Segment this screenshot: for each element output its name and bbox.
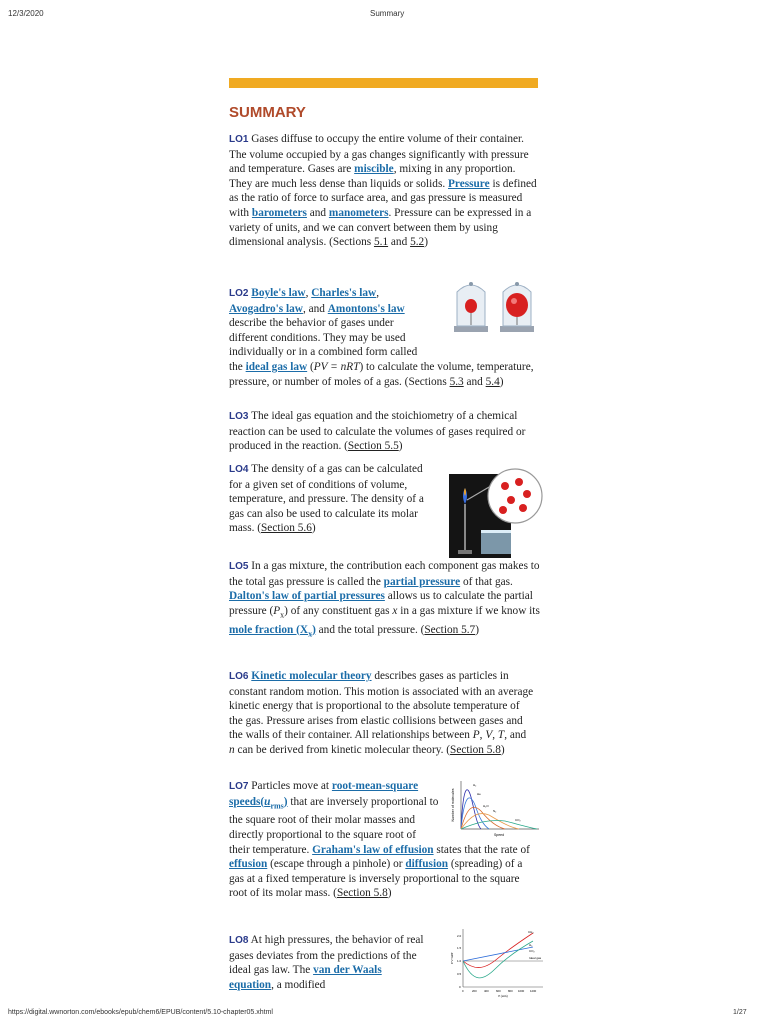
lo8-curve-label: Ideal gas bbox=[529, 956, 542, 960]
lo8-curve-label: CH₄ bbox=[528, 930, 534, 934]
lo3-paragraph: LO3 The ideal gas equation and the stoichiometry of a chemical reaction can be used to calculate the volumes of gases required or produced in the reaction. (Section 5.5) bbox=[229, 410, 526, 453]
footer-url: https://digital.wwnorton.com/ebooks/epub/chem6/EPUB/content/5.10-chapter05.xhtml bbox=[8, 1009, 273, 1016]
lo3-tag: LO3 bbox=[229, 411, 249, 422]
lo8-x-tick: 1000 bbox=[518, 989, 525, 993]
lo8-x-tick: 1200 bbox=[530, 989, 537, 993]
lo8-x-axis-label: P (atm) bbox=[498, 994, 508, 998]
compressibility-graph bbox=[449, 925, 546, 999]
link-miscible[interactable]: miscible bbox=[354, 163, 394, 176]
link-section-5-5[interactable]: Section 5.5 bbox=[347, 440, 399, 453]
lo7-curve-label: He bbox=[477, 792, 481, 796]
link-diffusion[interactable]: diffusion bbox=[405, 858, 449, 871]
lo8-curve-label: CO₂ bbox=[529, 949, 535, 953]
lo7-curve-label: H₂ bbox=[473, 783, 477, 787]
header-date: 12/3/2020 bbox=[8, 9, 44, 18]
lo1-paragraph: LO1 Gases diffuse to occupy the entire volume of their container. The volume occupied by a gas changes significantly with pressure and temperature. Gases are miscible, mixing in any proportion. They are much less dense than liquids or solids. Pressure is defined as the ratio of force to surface area, and gas pressure is measured with barometers and manometers. Pressure can be expressed in a variety of units, and we can convert between them by using dimensional analysis. (Sections 5.1 and 5.2) bbox=[229, 133, 537, 249]
link-section-5-8-b[interactable]: Section 5.8 bbox=[336, 887, 388, 900]
link-section-5-7[interactable]: Section 5.7 bbox=[424, 623, 476, 636]
lo8-paragraph: LO8 At high pressures, the behavior of real gases deviates from the predictions of the ideal gas law. The van der Waals equation, a modified bbox=[229, 934, 424, 991]
lo4-paragraph: LO4 The density of a gas can be calculated for a given set of conditions of volume, temperature, and pressure. The density of a gas can also be used to calculate its molar mass. (Section 5.6) bbox=[229, 463, 424, 535]
lo2-paragraph: LO2 Boyle's law, Charles's law, Avogadro's law, and Amontons's law describe the behavior of gases under different conditions. They may be used individually or in a combined form called the ideal gas law (PV = nRT) to calculate the volume, temperature, pressure, or number of moles of a gas. (Sections 5.3 and 5.4) bbox=[229, 287, 534, 388]
link-amontons-law[interactable]: Amontons's law bbox=[327, 302, 405, 315]
link-section-5-4[interactable]: 5.4 bbox=[485, 375, 500, 388]
lo8-tag: LO8 bbox=[229, 935, 249, 946]
gas-density-apparatus-figure bbox=[449, 466, 545, 558]
link-pressure[interactable]: Pressure bbox=[448, 177, 490, 190]
lo8-x-tick: 0 bbox=[462, 989, 464, 993]
lo7-curve-label: CO₂ bbox=[515, 818, 521, 822]
link-rms-speeds[interactable]: root-mean-square $speeds(u_{rms})$ bbox=[229, 780, 419, 810]
link-kinetic-molecular-theory[interactable]: Kinetic molecular theory bbox=[251, 670, 372, 682]
summary-title: SUMMARY bbox=[229, 104, 306, 121]
lo7-paragraph: LO7 Particles move at root-mean-square $speeds(u_{rms})$ that are inversely proportional to the square root of their molar masses and directly proportional to the square root of their temperature. Graham's law of effusion states that the rate of effusion (escape through a pinhole) or diffusion (spreading) of a gas at a fixed temperature is inversely proportional to the square root of its molar mass. (Section 5.8) bbox=[229, 780, 530, 900]
lo7-curve-label: H₂O bbox=[483, 804, 489, 808]
header-title: Summary bbox=[370, 9, 405, 18]
lo6-tag: LO6 bbox=[229, 671, 249, 682]
lo5-tag: LO5 bbox=[229, 561, 249, 572]
lo8-x-tick: 400 bbox=[484, 989, 489, 993]
link-mole-fraction[interactable]: mole fraction $(X_x)$ bbox=[229, 623, 316, 638]
lo7-tag: LO7 bbox=[229, 781, 249, 792]
lo5-paragraph: LO5 In a gas mixture, the contribution each component gas makes to the total gas pressure is called the partial pressure of that gas. Dalton's law of partial pressures allows us to calculate the partial pressure $(P_x)$ of any constituent gas x in a gas mixture if we know its mole fraction $(X_x)$ and the total pressure. (Section 5.7) bbox=[229, 560, 540, 638]
lo7-y-axis-label: Number of molecules bbox=[451, 788, 455, 822]
lo8-x-tick: 600 bbox=[496, 989, 501, 993]
link-boyles-law[interactable]: Boyle's law bbox=[251, 287, 306, 299]
lo8-y-axis-label: PV/nRT bbox=[450, 952, 454, 964]
link-section-5-1[interactable]: 5.1 bbox=[373, 236, 389, 249]
lo7-x-axis-label: Speed bbox=[493, 833, 505, 837]
accent-bar bbox=[229, 78, 538, 88]
link-ideal-gas-law[interactable]: ideal gas law bbox=[245, 360, 308, 373]
lo7-curve-label: N₂ bbox=[493, 809, 497, 813]
lo6-paragraph: LO6 Kinetic molecular theory describes gases as particles in constant random motion. This motion is associated with an average kinetic energy that is proportional to the absolute temperature of the gas. Pressure arises from elastic collisions between gases and the walls of their container. All relationships between P, V, T, and n can be derived from kinetic molecular theory. (Section 5.8) bbox=[229, 670, 534, 756]
lo8-y-tick: 2.0 bbox=[457, 934, 462, 938]
lo1-tag: LO1 bbox=[229, 134, 249, 145]
lo4-tag: LO4 bbox=[229, 464, 249, 475]
link-barometers[interactable]: barometers bbox=[251, 206, 307, 219]
lo8-y-tick: 1.0 bbox=[457, 959, 462, 963]
lo8-y-tick: 0 bbox=[459, 985, 461, 989]
link-section-5-8[interactable]: Section 5.8 bbox=[450, 743, 501, 756]
link-manometers[interactable]: manometers bbox=[328, 206, 389, 219]
link-section-5-6[interactable]: Section 5.6 bbox=[261, 522, 312, 535]
link-section-5-3[interactable]: 5.3 bbox=[449, 375, 464, 388]
link-avogadros-law[interactable]: Avogadro's law bbox=[229, 302, 303, 315]
footer-page-number: 1/27 bbox=[733, 1009, 747, 1016]
lo8-x-tick: 200 bbox=[472, 989, 477, 993]
lo8-x-tick: 800 bbox=[508, 989, 513, 993]
link-daltons-law[interactable]: Dalton's law of partial pressures bbox=[229, 590, 385, 603]
link-charles-law[interactable]: Charles's law bbox=[311, 287, 377, 299]
lo8-y-tick: 0.5 bbox=[457, 972, 462, 976]
lo8-y-tick: 1.5 bbox=[457, 946, 462, 950]
link-van-der-waals-equation[interactable]: van der Waals equation bbox=[229, 964, 382, 991]
lo8-curve-label: H₂ bbox=[529, 943, 533, 947]
lo2-tag: LO2 bbox=[229, 288, 249, 299]
link-partial-pressure[interactable]: partial pressure bbox=[383, 575, 461, 588]
link-section-5-2[interactable]: 5.2 bbox=[410, 236, 425, 249]
link-effusion[interactable]: effusion bbox=[229, 858, 268, 871]
link-grahams-law[interactable]: Graham's law of effusion bbox=[312, 843, 434, 856]
